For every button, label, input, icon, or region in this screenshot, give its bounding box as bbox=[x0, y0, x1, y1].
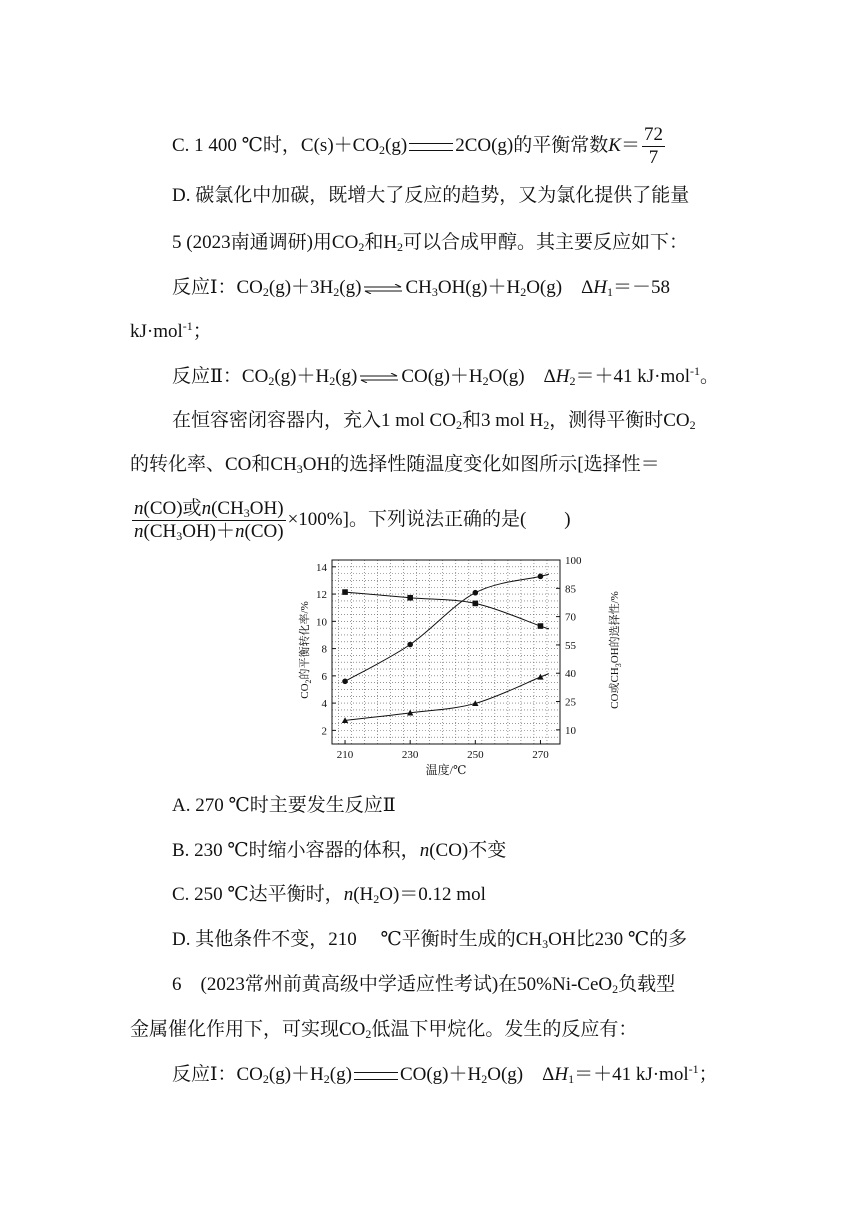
subscript: 2 bbox=[520, 285, 527, 299]
text: (g)＋3H bbox=[268, 277, 334, 298]
subscript: 2 bbox=[379, 142, 386, 157]
reaction-3-line bbox=[0, 1062, 860, 1088]
text: OH的选择性随温度变化如图所示[选择性＝ bbox=[302, 454, 660, 475]
text: O)＝0.12 mol bbox=[379, 884, 486, 905]
paragraph-line-1 bbox=[0, 408, 860, 434]
text: ； bbox=[698, 1064, 718, 1085]
text: A. 270 ℃时主要发生反应Ⅱ bbox=[172, 795, 396, 816]
text: C. 1 400 ℃时，C(s)＋CO bbox=[172, 134, 380, 156]
symbol-n: n bbox=[134, 498, 144, 519]
data-point-circle bbox=[342, 679, 348, 685]
text: 和3 mol H bbox=[461, 410, 544, 431]
text: CO(g)＋H bbox=[399, 1064, 482, 1085]
equals-arrow-icon bbox=[354, 1072, 398, 1080]
equilibrium-arrow-icon bbox=[363, 284, 403, 294]
text: 在恒容密闭容器内，充入1 mol CO bbox=[172, 410, 456, 431]
y-right-label-a: CO或CH bbox=[609, 667, 621, 709]
y-axis-right-label bbox=[607, 591, 623, 709]
series-line-1 bbox=[345, 574, 548, 681]
superscript: -1 bbox=[182, 319, 193, 333]
symbol-n: n bbox=[343, 884, 354, 905]
text: O(g) Δ bbox=[487, 1064, 555, 1085]
x-axis-label: 温度/℃ bbox=[425, 763, 467, 777]
subscript: 1 bbox=[568, 1072, 575, 1086]
text: O(g) Δ bbox=[526, 277, 594, 298]
text: (CO) bbox=[244, 521, 284, 542]
symbol-n: n bbox=[134, 521, 144, 542]
subscript: 2 bbox=[365, 1027, 372, 1041]
subscript: 3 bbox=[542, 937, 549, 951]
text: D. 碳氯化中加碳，既增大了反应的趋势，又为氯化提供了能量 bbox=[172, 185, 690, 206]
subscript: 2 bbox=[333, 285, 340, 299]
symbol-k: K bbox=[608, 134, 621, 156]
subscript: 2 bbox=[612, 982, 619, 996]
symbol-n: n bbox=[235, 521, 245, 542]
text: 反应Ⅱ：CO bbox=[172, 366, 269, 387]
text: ，测得平衡时CO bbox=[549, 410, 690, 431]
symbol-h: H bbox=[555, 366, 570, 387]
text: 反应Ⅰ：CO bbox=[172, 277, 263, 298]
text: (CO)或 bbox=[143, 498, 202, 519]
reaction-1-line bbox=[0, 275, 860, 301]
question-6-line-2 bbox=[0, 1017, 860, 1043]
tick-label-right: 85 bbox=[565, 583, 576, 596]
text: O(g) Δ bbox=[488, 366, 556, 387]
fraction-72-7 bbox=[642, 124, 665, 169]
symbol-h: H bbox=[554, 1064, 569, 1085]
series-line-3 bbox=[345, 674, 548, 721]
option-d2-line bbox=[0, 927, 860, 953]
text: 低温下甲烷化。发生的反应有： bbox=[371, 1019, 638, 1040]
subscript: 1 bbox=[607, 285, 614, 299]
y-left-label-a: CO bbox=[299, 683, 311, 699]
text: 和H bbox=[364, 232, 398, 253]
tick-label-right: 25 bbox=[565, 696, 576, 709]
subscript: 2 bbox=[323, 1072, 330, 1086]
subscript: 2 bbox=[373, 892, 380, 906]
text: ＝ bbox=[620, 134, 640, 156]
tick-label-left: 6 bbox=[321, 670, 327, 683]
text: (g) bbox=[339, 277, 362, 298]
text: D. 其他条件不变，210 ℃平衡时生成的CH bbox=[172, 929, 543, 950]
selectivity-fraction bbox=[132, 498, 286, 543]
text: (g) bbox=[329, 1064, 352, 1085]
reaction-1-unit-line bbox=[0, 319, 860, 345]
text: 反应Ⅰ：CO bbox=[172, 1064, 263, 1085]
data-point-square bbox=[407, 595, 413, 601]
text: 。 bbox=[700, 366, 720, 387]
text: 金属催化作用下，可实现CO bbox=[130, 1019, 366, 1040]
question-5-header bbox=[0, 230, 860, 256]
numerator: 72 bbox=[643, 124, 663, 145]
chart-series bbox=[342, 574, 549, 723]
tick-label-right: 55 bbox=[565, 639, 576, 652]
text: OH(g)＋H bbox=[437, 277, 521, 298]
text: CH bbox=[405, 277, 432, 298]
tick-label-right: 10 bbox=[565, 724, 576, 737]
subscript: 3 bbox=[176, 529, 183, 543]
tick-label-left: 2 bbox=[321, 725, 327, 738]
text: ＝＋41 kJ·mol bbox=[574, 1064, 689, 1085]
text: OH比230 ℃的多 bbox=[548, 929, 688, 950]
text: kJ·mol bbox=[130, 321, 183, 342]
text: (g) bbox=[385, 134, 408, 156]
tick-label-right: 40 bbox=[565, 668, 576, 681]
denominator bbox=[132, 521, 286, 543]
subscript: 3 bbox=[431, 285, 438, 299]
subscript: 2 bbox=[329, 374, 336, 388]
tick-label-x: 230 bbox=[401, 749, 419, 761]
chart-grid bbox=[332, 560, 560, 744]
tick-label-right: 100 bbox=[565, 555, 582, 567]
option-b-line bbox=[0, 838, 860, 864]
y-left-label-sub: 2 bbox=[304, 679, 313, 684]
subscript: 2 bbox=[455, 418, 462, 432]
data-point-circle bbox=[538, 574, 544, 580]
subscript: 2 bbox=[397, 240, 404, 254]
data-point-square bbox=[473, 601, 479, 607]
y-left-label-b: 的平衡转化率/% bbox=[299, 601, 311, 680]
symbol-h: H bbox=[593, 277, 608, 298]
subscript: 2 bbox=[482, 374, 489, 388]
data-point-circle bbox=[407, 642, 413, 648]
paragraph-line-2 bbox=[0, 452, 860, 478]
text: OH)＋ bbox=[182, 521, 236, 542]
series-line-2 bbox=[345, 592, 548, 629]
selectivity-chart bbox=[296, 550, 626, 778]
tick-label-left: 10 bbox=[316, 616, 327, 629]
subscript: 2 bbox=[569, 374, 576, 388]
text: 可以合成甲醇。其主要反应如下： bbox=[403, 232, 689, 253]
y-axis-left-label bbox=[297, 601, 313, 699]
text: (g) bbox=[335, 366, 358, 387]
text: B. 230 ℃时缩小容器的体积， bbox=[172, 840, 420, 861]
text: 负载型 bbox=[618, 974, 676, 995]
data-point-triangle bbox=[537, 674, 543, 680]
text: ×100%]。下列说法正确的是( ) bbox=[287, 508, 571, 530]
tick-label-x: 270 bbox=[532, 749, 549, 761]
option-d-line bbox=[0, 183, 860, 209]
text: 2CO(g)的平衡常数 bbox=[455, 134, 609, 156]
subscript: 3 bbox=[296, 462, 303, 476]
tick-label-right: 70 bbox=[565, 611, 576, 624]
text: (g)＋H bbox=[268, 1064, 324, 1085]
tick-label-left: 8 bbox=[321, 643, 327, 656]
y-right-label-sub: 3 bbox=[614, 663, 623, 668]
equals-arrow-icon bbox=[409, 143, 453, 151]
reaction-2-line bbox=[0, 364, 860, 390]
subscript: 2 bbox=[543, 418, 550, 432]
superscript: -1 bbox=[690, 364, 701, 378]
text: (g)＋H bbox=[274, 366, 330, 387]
text: OH) bbox=[249, 498, 284, 519]
symbol-n: n bbox=[419, 840, 430, 861]
subscript: 2 bbox=[358, 240, 365, 254]
option-a-line bbox=[0, 793, 860, 819]
text: 5 (2023南通调研)用CO bbox=[172, 232, 359, 253]
text: 6 (2023常州前黄高级中学适应性考试)在50%Ni-CeO bbox=[172, 974, 613, 995]
subscript: 2 bbox=[262, 1072, 269, 1086]
text: ； bbox=[192, 321, 212, 342]
text: (CH bbox=[211, 498, 244, 519]
subscript: 2 bbox=[689, 418, 696, 432]
tick-label-x: 250 bbox=[467, 749, 484, 761]
data-point-circle bbox=[473, 590, 479, 596]
numerator bbox=[132, 498, 286, 521]
text: C. 250 ℃达平衡时， bbox=[172, 884, 344, 905]
subscript: 2 bbox=[481, 1072, 488, 1086]
denominator: 7 bbox=[648, 147, 659, 168]
superscript: -1 bbox=[688, 1062, 699, 1076]
data-point-square bbox=[538, 623, 544, 629]
subscript: 3 bbox=[243, 506, 250, 520]
data-point-square bbox=[342, 589, 348, 595]
tick-label-x: 210 bbox=[336, 749, 354, 761]
text: 的转化率、CO和CH bbox=[130, 454, 297, 475]
tick-label-left: 12 bbox=[316, 589, 327, 602]
option-c-line bbox=[0, 124, 860, 169]
subscript: 2 bbox=[262, 285, 269, 299]
tick-label-left: 4 bbox=[321, 698, 327, 711]
subscript: 2 bbox=[268, 374, 275, 388]
option-c2-line bbox=[0, 882, 860, 908]
equilibrium-arrow-icon bbox=[359, 373, 399, 383]
text: (H bbox=[353, 884, 374, 905]
tick-label-left: 14 bbox=[316, 561, 327, 574]
y-right-label-b: OH的选择性/% bbox=[609, 591, 621, 664]
text: (CH bbox=[143, 521, 177, 542]
plot-frame bbox=[332, 560, 560, 744]
question-6-header bbox=[0, 972, 860, 998]
text: (CO)不变 bbox=[429, 840, 507, 861]
text: ＝－58 bbox=[613, 277, 671, 298]
text: ＝＋41 kJ·mol bbox=[575, 366, 691, 387]
selectivity-formula-line bbox=[0, 498, 860, 543]
text: CO(g)＋H bbox=[401, 366, 483, 387]
symbol-n: n bbox=[201, 498, 212, 519]
